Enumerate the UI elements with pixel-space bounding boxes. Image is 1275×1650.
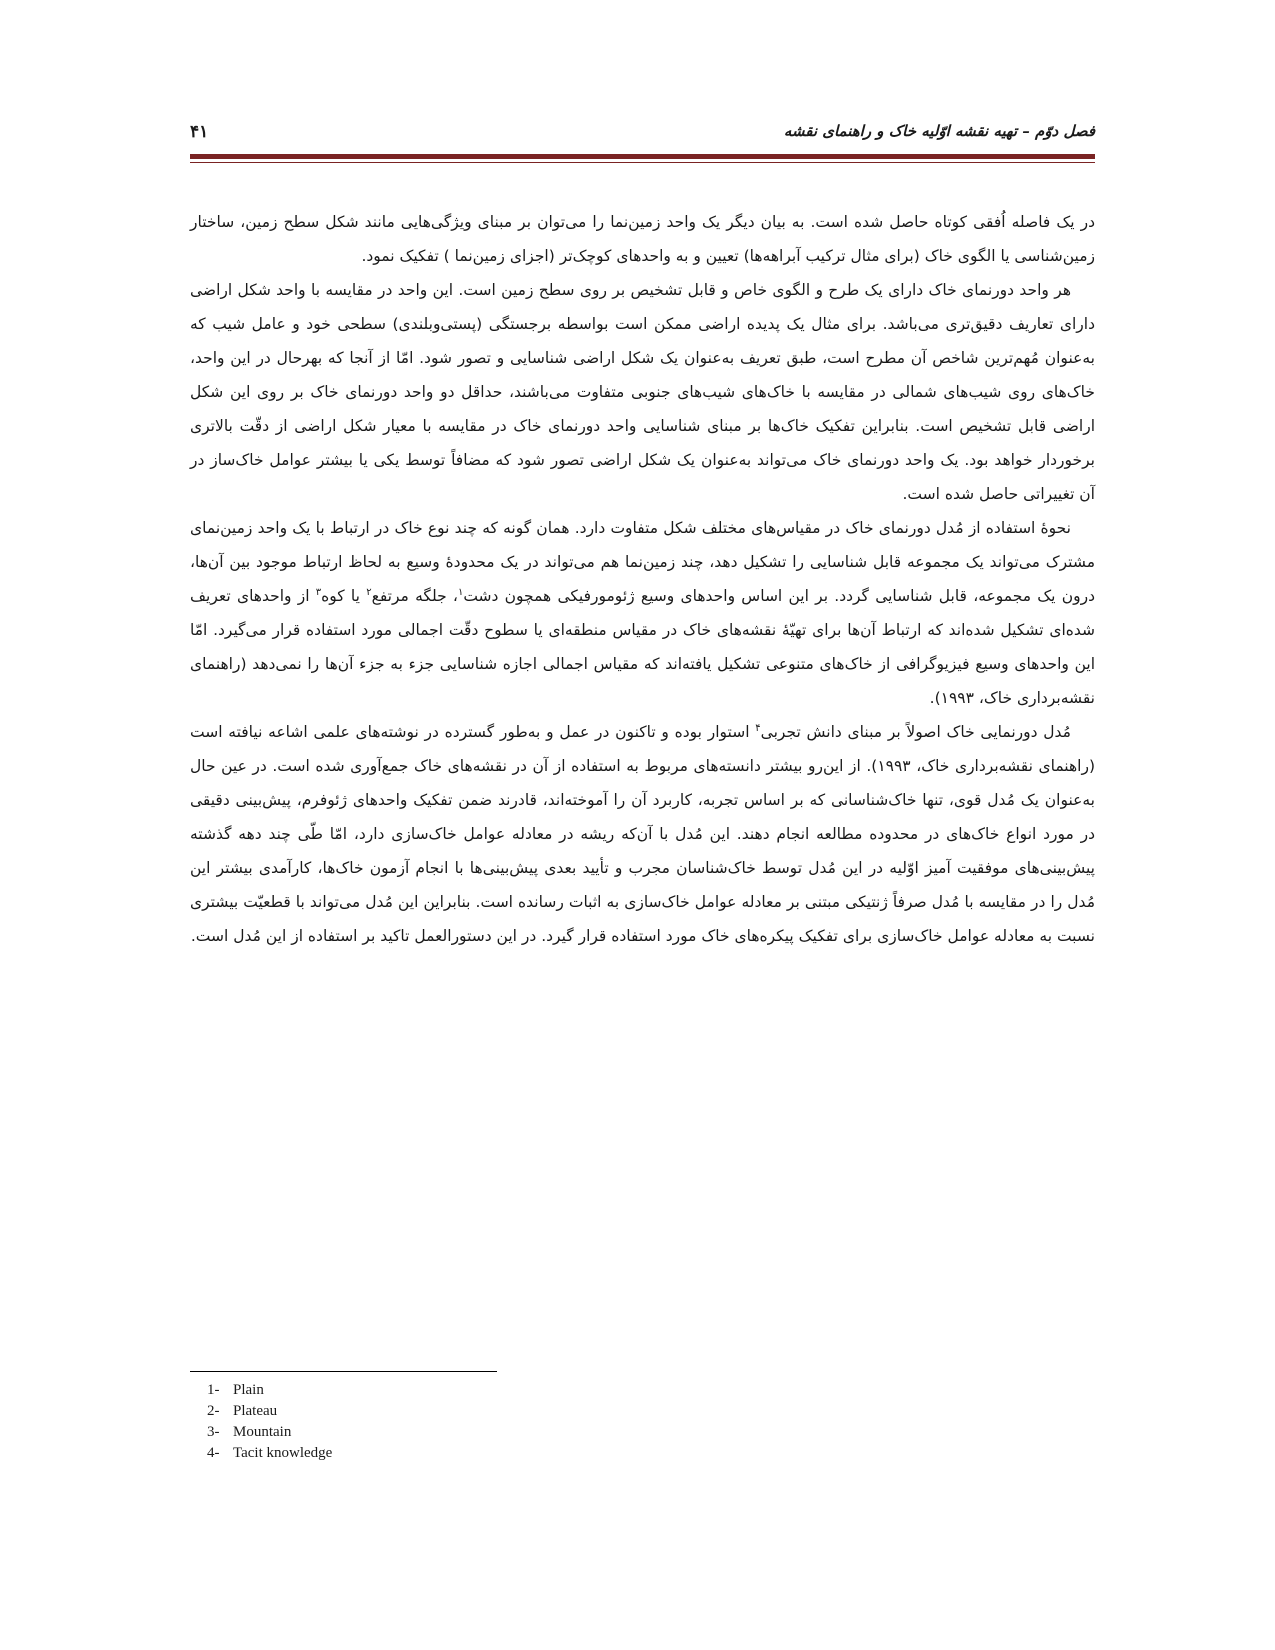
footnotes <box>207 1380 807 1464</box>
paragraph: هر واحد دورنمای خاک دارای یک طرح و الگوی خاص و قابل تشخیص بر روی سطح زمین است. این واحد در مقایسه با واحد شکل اراضی دارای تعاریف دقیق‌تری می‌باشد. برای مثال یک پدیده اراضی ممکن است بواسطه برجستگی (پستی‌وبلندی) سطحی خود و عامل شیب که به‌عنوان مُهم‌ترین شاخص آن مطرح است، طبق تعریف به‌عنوان یک شکل اراضی شناسایی و تصور شود. امّا از آنجا که بهرحال در این واحد، خاک‌های روی شیب‌های شمالی در مقایسه با خاک‌های شیب‌های جنوبی متفاوت می‌باشند، حداقل دو واحد دورنمای خاک بر روی این شکل اراضی قابل تشخیص است. بنابراین تفکیک خاک‌ها بر مبنای شناسایی واحد دورنمای خاک در مقایسه با معیار شکل اراضی از دقّت بالاتری برخوردار خواهد بود. یک واحد دورنمای خاک می‌تواند به‌عنوان یک شکل اراضی تصور شود که مضافاً توسط یکی یا بیشتر عوامل خاک‌ساز در آن تغییراتی حاصل شده است. <box>190 281 1095 503</box>
body-text <box>190 205 1095 953</box>
paragraph-text: ، جلگه مرتفع <box>371 587 458 605</box>
footnote-item <box>207 1401 807 1422</box>
footnote-number: 1- <box>207 1382 220 1398</box>
running-title: فصل دوّم – تهیه نقشه اوّلیه خاک و راهنمای نقشه <box>783 122 1095 140</box>
paragraph-text: از واحدهای تعریف شده‌ای تشکیل شده‌اند که ارتباط آن‌ها برای تهیّهٔ نقشه‌های خاک در مقیاس منطقه‌ای یا سطوح دقّت اجمالی مورد استفاده قرار می‌گیرد. امّا این واحدهای وسیع فیزیوگرافی از خاک‌های متنوعی تشکیل یافته‌اند که مقیاس اجمالی اجازه شناسایی جزء به جزء آن‌ها را نمی‌دهد (راهنمای نقشه‌برداری خاک، ۱۹۹۳). <box>190 587 1095 707</box>
paragraph: در یک فاصله اُفقی کوتاه حاصل شده است. به بیان دیگر یک واحد زمین‌نما را می‌توان بر مبنای ویژگی‌هایی مانند شکل سطح زمین، ساختار زمین‌شناسی یا الگوی خاک (برای مثال ترکیب آبراهه‌ها) تعیین و به واحدهای کوچک‌تر (اجزای زمین‌نما ) تفکیک نمود. <box>190 213 1095 265</box>
footnote-marker[interactable]: ۴ <box>755 722 761 734</box>
footnote-number: 3- <box>207 1424 220 1440</box>
paragraph <box>190 511 1095 715</box>
footnote-marker[interactable]: ۲ <box>366 586 372 598</box>
footnote-text: Mountain <box>233 1424 292 1440</box>
footnote-text: Plain <box>233 1382 264 1398</box>
header-rule <box>190 154 1095 159</box>
footnote-number: 2- <box>207 1403 220 1419</box>
footnote-separator <box>190 1371 497 1372</box>
header-rule-secondary <box>190 162 1095 163</box>
paragraph-text: استوار بوده و تاکنون در عمل و به‌طور گسترده در نوشته‌های علمی اشاعه نیافته است (راهنمای نقشه‌برداری خاک، ۱۹۹۳). از این‌رو بیشتر دانسته‌های مربوط به استفاده از آن در نقشه‌های خاک جمع‌آوری شده است. در عین حال به‌عنوان یک مُدل قوی، تنها خاک‌شناسانی که بر اساس تجربه، کاربرد آن را آموخته‌اند، قادرند ضمن تفکیک واحدهای ژئوفرم، پیش‌بینی دقیقی در مورد انواع خاک‌های در محدوده مطالعه انجام دهند. این مُدل با آن‌که ریشه در معادله عوامل خاک‌سازی دارد، امّا طّی چند دهه گذشته پیش‌بینی‌های موفقیت آمیز اوّلیه در این مُدل توسط خاک‌شناسان مجرب و تأیید بعدی پیش‌بینی‌ها با انجام آزمون خاک‌ها، کارآمدی بیشتر این مُدل را در مقایسه با مُدل صرفاً ژنتیکی مبتنی بر معادله عوامل خاک‌سازی به اثبات رسانده است. بنابراین این مُدل می‌تواند با قطعیّت بیشتری نسبت به معادله عوامل خاک‌سازی برای تفکیک پیکره‌های خاک مورد استفاده قرار گیرد. در این دستورالعمل تاکید بر استفاده از این مُدل است. <box>190 723 1095 945</box>
footnote-number: 4- <box>207 1445 220 1461</box>
footnote-item <box>207 1443 807 1464</box>
footnote-text: Tacit knowledge <box>233 1445 333 1461</box>
paragraph-text: یا کوه <box>321 587 367 605</box>
footnote-item <box>207 1380 807 1401</box>
footnote-item <box>207 1422 807 1443</box>
footnote-marker[interactable]: ۳ <box>315 586 322 598</box>
page-header <box>190 122 1095 146</box>
paragraph-text: نحوهٔ استفاده از مُدل دورنمای خاک در مقیاس‌های مختلف شکل متفاوت دارد. همان گونه که چند نوع خاک در ارتباط با یک واحد زمین‌نمای مشترک می‌تواند یک مجموعه قابل شناسایی را تشکیل دهد، چند زمین‌نما هم می‌تواند در یک محدودهٔ وسیع به لحاظ ارتباط موجود بین آن‌ها، درون یک مجموعه، قابل شناسایی گردد. بر این اساس واحدهای وسیع ژئومورفیکی همچون دشت <box>190 519 1095 605</box>
page-number: ۴۱ <box>190 122 209 142</box>
paragraph-text: مُدل دورنمایی خاک اصولاً بر مبنای دانش تجربی <box>760 723 1071 741</box>
paragraph <box>190 715 1095 953</box>
footnote-text: Plateau <box>233 1403 278 1419</box>
footnote-marker[interactable]: ۱ <box>457 586 464 598</box>
